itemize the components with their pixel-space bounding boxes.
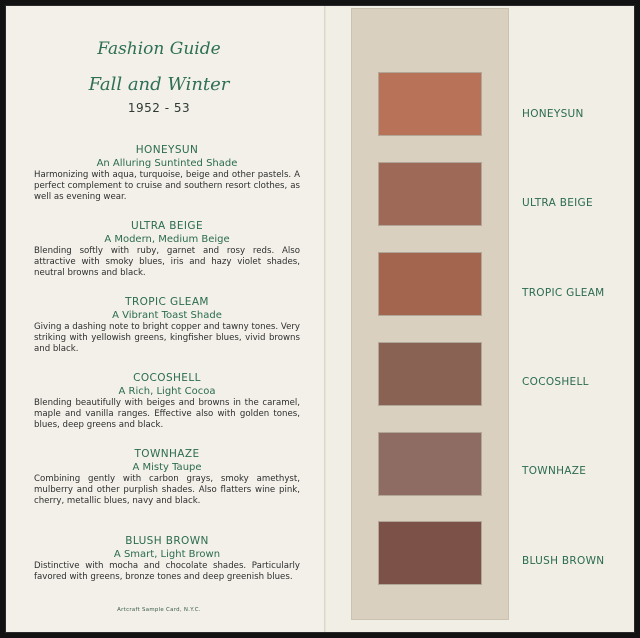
swatch-cocoshell xyxy=(379,343,481,405)
shade-name: HONEYSUN xyxy=(135,144,199,156)
shade-entry-cocoshell xyxy=(34,372,300,431)
shade-name: ULTRA BEIGE xyxy=(131,220,203,232)
swatch-label-townhaze: TOWNHAZE xyxy=(522,465,587,477)
swatch-label-tropic-gleam: TROPIC GLEAM xyxy=(522,287,605,299)
guide-season: Fall and Winter xyxy=(88,74,230,95)
shade-name: COCOSHELL xyxy=(133,372,201,384)
shade-description: Harmonizing with aqua, turquoise, beige and other pastels. A perfect complement to cruise and southern resort clothes, as well as evening wear. xyxy=(34,170,300,202)
swatch-townhaze xyxy=(379,433,481,495)
shade-tagline: A Misty Taupe xyxy=(132,462,202,473)
shade-entry-honeysun xyxy=(34,144,300,203)
shade-tagline: A Vibrant Toast Shade xyxy=(112,310,222,321)
shade-tagline: A Modern, Medium Beige xyxy=(104,234,230,245)
shade-tagline: A Smart, Light Brown xyxy=(113,549,221,560)
shade-name: TOWNHAZE xyxy=(134,448,200,460)
swatch-label-ultra-beige: ULTRA BEIGE xyxy=(522,197,593,209)
swatch-tropic-gleam xyxy=(379,253,481,315)
shade-entry-blush-brown xyxy=(34,535,300,583)
swatch-blush-brown xyxy=(379,522,481,584)
swatch-honeysun xyxy=(379,73,481,135)
shade-entry-townhaze xyxy=(34,448,300,507)
shade-name: TROPIC GLEAM xyxy=(125,296,209,308)
shade-entry-tropic-gleam xyxy=(34,296,300,355)
swatch-label-cocoshell: COCOSHELL xyxy=(522,376,589,388)
guide-year: 1952 - 53 xyxy=(127,101,191,115)
shade-entry-ultra-beige xyxy=(34,220,300,279)
shade-description: Combining gently with carbon grays, smoky amethyst, mulberry and other purplish shades. Also flatters wine pink, cherry, metallic blues, navy and black. xyxy=(34,474,300,506)
swatch-label-honeysun: HONEYSUN xyxy=(522,108,584,120)
shade-tagline: An Alluring Suntinted Shade xyxy=(96,158,238,169)
shade-description: Blending softly with ruby, garnet and rosy reds. Also attractive with smoky blues, iris and hazy violet shades, neutral browns and black. xyxy=(34,246,300,278)
shade-description: Distinctive with mocha and chocolate shades. Particularly favored with greens, bronze tones and deep greenish blues. xyxy=(34,561,300,582)
guide-title: Fashion Guide xyxy=(97,39,221,59)
shade-tagline: A Rich, Light Cocoa xyxy=(118,386,216,397)
swatch-ultra-beige xyxy=(379,163,481,225)
printer-imprint: Artcraft Sample Card, N.Y.C. xyxy=(117,607,201,613)
shade-description: Giving a dashing note to bright copper and tawny tones. Very striking with yellowish greens, kingfisher blues, vivid browns and black. xyxy=(34,322,300,354)
shade-name: BLUSH BROWN xyxy=(125,535,209,547)
swatch-label-blush-brown: BLUSH BROWN xyxy=(522,555,605,567)
shade-description: Blending beautifully with beiges and browns in the caramel, maple and vanilla ranges. Effective also with golden tones, blues, deep greens and black. xyxy=(34,398,300,430)
